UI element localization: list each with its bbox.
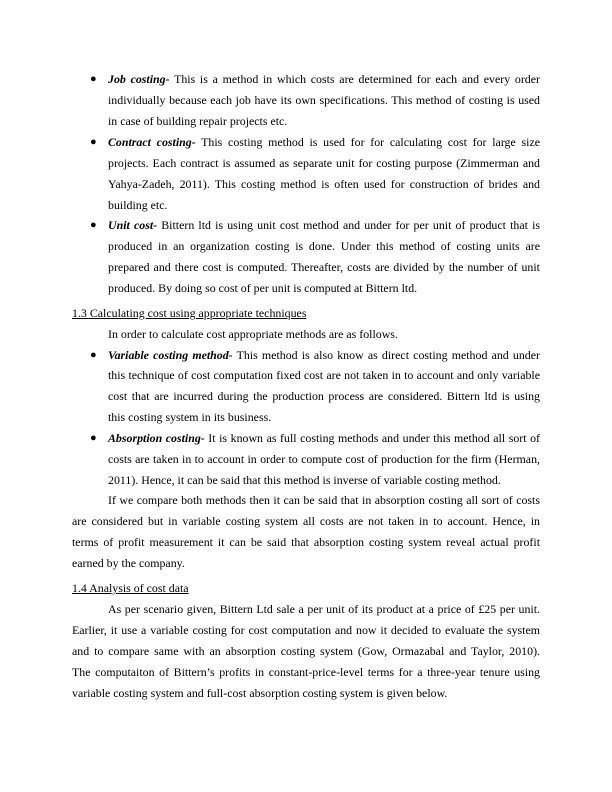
- bullet-icon: ●: [90, 73, 97, 85]
- unit-cost-line-2: produced in an organization costing is done. Under this method of costing units are: [108, 239, 540, 253]
- comparison-para-line-2: are considered but in variable costing system all costs are not taken in to account. Hence, in: [72, 514, 540, 528]
- bullet-icon: ●: [90, 432, 97, 444]
- variable-costing-line-3: cost that are incurred during the production process are considered. Bittern ltd is using: [108, 389, 540, 403]
- bullet-icon: ●: [90, 219, 97, 231]
- comparison-para-line-3: terms of profit measurement it can be said that absorption costing system reveal actual profit: [72, 535, 540, 549]
- unit-cost-line-3: prepared and there cost is computed. Thereafter, costs are divided by the number of unit: [108, 260, 540, 274]
- bullet-icon: ●: [90, 136, 97, 148]
- analysis-para-line-3: and to compare same with an absorption costing system (Gow, Ormazabal and Taylor, 2010).: [72, 644, 540, 658]
- job-costing-line-2: individually because each job have its own specifications. This method of costing is used: [108, 93, 540, 107]
- section-1-4-heading: 1.4 Analysis of cost data: [72, 581, 189, 595]
- contract-costing-line-3: Yahya-Zadeh, 2011). This costing method is often used for construction of brides and: [108, 177, 540, 191]
- absorption-costing-line-2: costs are taken in to account in order to compute cost of production for the firm (Herman,: [108, 452, 540, 466]
- job-costing-line-1: Job costing- This is a method in which costs are determined for each and every order: [108, 72, 540, 86]
- analysis-para-line-1: As per scenario given, Bittern Ltd sale a per unit of its product at a price of £25 per unit.: [108, 602, 540, 616]
- analysis-para-line-4: The computaiton of Bittern’s profits in constant-price-level terms for a three-year tenure using: [72, 665, 540, 679]
- contract-costing-line-2: projects. Each contract is assumed as separate unit for costing purpose (Zimmerman and: [108, 156, 540, 170]
- unit-cost-line-1: Unit cost- Bittern ltd is using unit cost method and under for per unit of product that is: [108, 218, 540, 232]
- analysis-para-line-5: variable costing system and full-cost absorption costing system is given below.: [72, 686, 448, 700]
- analysis-para-line-2: Earlier, it use a variable costing for cost computation and now it decided to evaluate the system: [72, 623, 540, 637]
- absorption-costing-line-3: 2011). Hence, it can be said that this method is inverse of variable costing method.: [108, 473, 501, 487]
- comparison-para-line-4: earned by the company.: [72, 556, 185, 570]
- variable-costing-line-1: Variable costing method- This method is also know as direct costing method and under: [108, 348, 540, 362]
- section-1-3-intro: In order to calculate cost appropriate methods are as follows.: [108, 327, 398, 341]
- variable-costing-line-4: this costing system in its business.: [108, 410, 272, 424]
- section-1-3-heading: 1.3 Calculating cost using appropriate techniques: [72, 306, 307, 320]
- contract-costing-line-4: building etc.: [108, 198, 168, 212]
- variable-costing-line-2: this technique of cost computation fixed cost are not taken in to account and only variable: [108, 368, 540, 382]
- bullet-icon: ●: [90, 349, 97, 361]
- absorption-costing-line-1: Absorption costing- It is known as full costing methods and under this method all sort of: [108, 431, 540, 445]
- unit-cost-line-4: produced. By doing so cost of per unit is computed at Bittern ltd.: [108, 281, 418, 295]
- contract-costing-line-1: Contract costing- This costing method is used for for calculating cost for large size: [108, 135, 540, 149]
- comparison-para-line-1: If we compare both methods then it can be said that in absorption costing all sort of costs: [108, 493, 540, 507]
- job-costing-line-3: in case of building repair projects etc.: [108, 114, 288, 128]
